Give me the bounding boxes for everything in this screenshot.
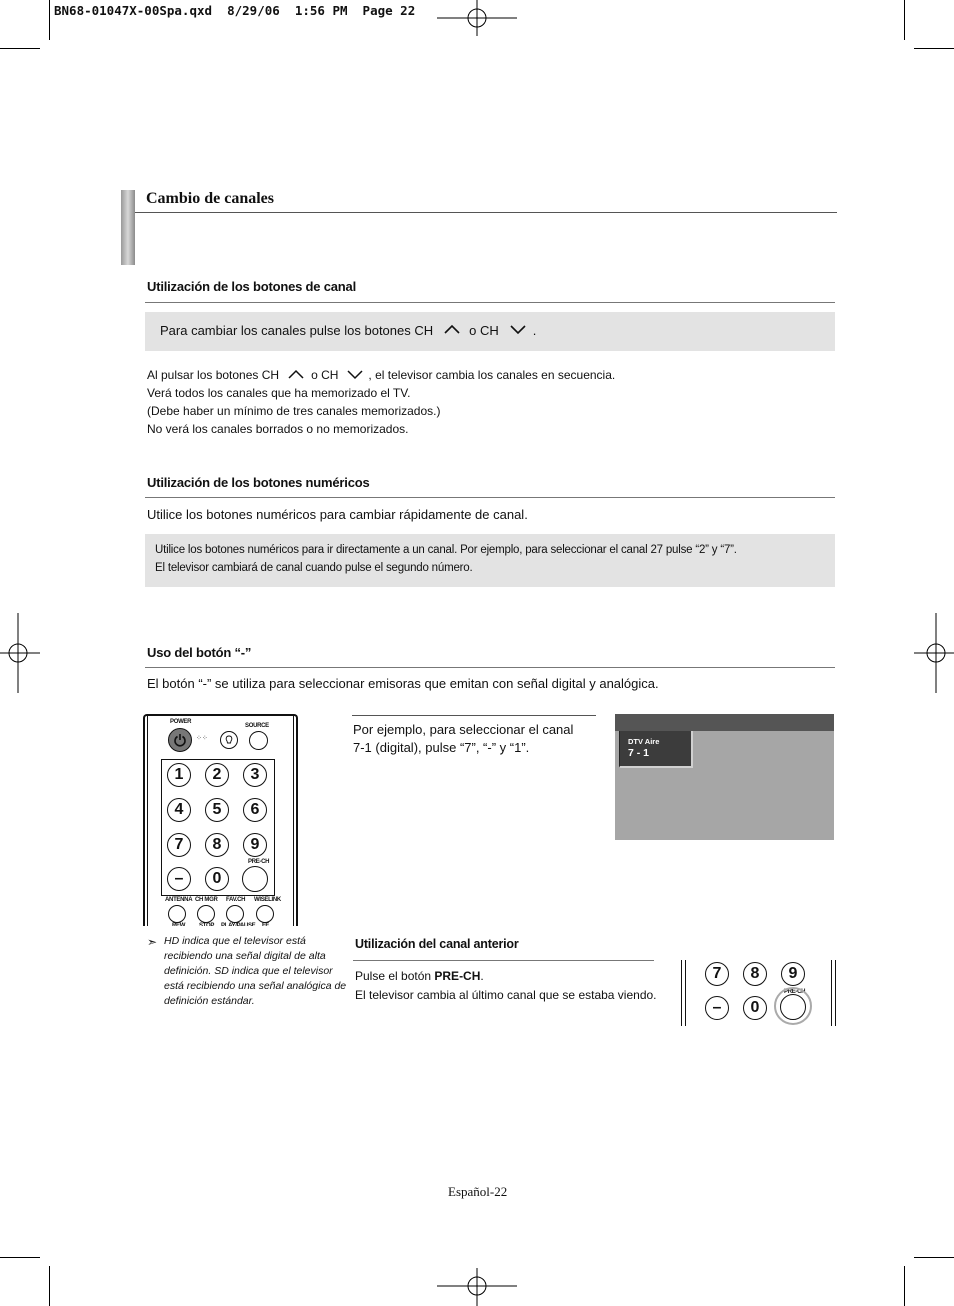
instruction-text-b: o CH <box>469 322 499 338</box>
key-8[interactable]: 8 <box>205 833 229 857</box>
key-6[interactable]: 6 <box>243 798 267 822</box>
title-rule <box>135 212 837 213</box>
section1-instruction <box>160 322 536 338</box>
section4-text <box>355 967 657 1005</box>
prech-keypad-illustration <box>681 960 836 1026</box>
dash-key[interactable]: – <box>705 996 729 1020</box>
ch-mgr-label: CH MGR <box>195 897 218 903</box>
key-9[interactable]: 9 <box>781 962 805 986</box>
instruction-text-a: Para cambiar los canales pulse los botones CH <box>160 322 434 338</box>
section1-details <box>147 366 615 438</box>
chevron-down-icon <box>505 322 531 336</box>
ch-mgr-button[interactable] <box>197 905 215 923</box>
osd-channel-box <box>619 731 693 768</box>
registration-mark-bottom <box>437 1268 517 1306</box>
key-7[interactable]: 7 <box>167 833 191 857</box>
detail-line-3: (Debe haber un mínimo de tres canales memorizados.) <box>147 404 441 418</box>
detail-line-1: Al pulsar los botones CH o CH , el televisor cambia los canales en secuencia. <box>147 368 616 382</box>
key-5[interactable]: 5 <box>205 798 229 822</box>
note-line-2: El televisor cambiará de canal cuando pulse el segundo número. <box>155 562 473 574</box>
dot-grid-icon: ⁘⁘ <box>196 735 208 742</box>
side-note-text: HD indica que el televisor está recibiendo una señal digital de alta definición. SD indica que el televisor está recibiendo una señal analógica de definición estándar. <box>164 935 347 1007</box>
prech-label-2: PRE-CH <box>784 989 806 995</box>
chevron-up-icon <box>439 322 465 336</box>
section2-note-text <box>155 541 737 577</box>
rew-label: REW <box>172 923 186 926</box>
example-rule <box>352 715 596 716</box>
registration-mark-left <box>0 613 40 693</box>
power-icon <box>168 728 192 752</box>
instruction-text-c: . <box>532 322 537 338</box>
title-side-bar <box>121 190 135 265</box>
section4-line-2: El televisor cambia al último canal que se estaba viendo. <box>355 988 657 1002</box>
key-9[interactable]: 9 <box>243 833 267 857</box>
chevron-up-icon <box>284 368 308 381</box>
play-pause-label: PLAY/PAUSE <box>221 923 256 926</box>
section1-rule <box>145 302 835 303</box>
note-arrow-icon: ➣ <box>147 935 158 949</box>
section4-line-1: Pulse el botón PRE-CH. <box>355 969 484 983</box>
detail-line-2: Verá todos los canales que ha memorizado el TV. <box>147 386 411 400</box>
antenna-label: ANTENNA <box>165 897 193 903</box>
page-number: Español-22 <box>448 1184 508 1199</box>
key-4[interactable]: 4 <box>167 798 191 822</box>
example-line-1: Por ejemplo, para seleccionar el canal <box>353 722 574 737</box>
fav-ch-button[interactable] <box>226 905 244 923</box>
key-0[interactable]: 0 <box>205 867 229 891</box>
osd-channel-number: 7 - 1 <box>628 747 650 759</box>
prech-button[interactable] <box>242 866 268 892</box>
source-label: SOURCE <box>245 723 269 729</box>
key-7[interactable]: 7 <box>705 962 729 986</box>
section3-heading: Uso del botón “-” <box>147 645 252 660</box>
key-1[interactable]: 1 <box>167 763 191 787</box>
stop-label: STOP <box>199 923 215 926</box>
wiselink-label: WISELINK <box>254 897 281 903</box>
registration-mark-top <box>437 0 517 36</box>
source-button[interactable] <box>249 731 268 750</box>
section3-intro: El botón “-” se utiliza para seleccionar emisoras que emitan con señal digital y analógica. <box>147 676 659 691</box>
ff-label: FF <box>262 923 269 926</box>
power-label: POWER <box>170 719 192 725</box>
page-title: Cambio de canales <box>146 190 274 207</box>
prech-label: PRE-CH <box>248 859 270 865</box>
tv-screen-osd <box>615 714 834 840</box>
section2-heading: Utilización de los botones numéricos <box>147 475 370 490</box>
key-3[interactable]: 3 <box>243 763 267 787</box>
light-bulb-icon <box>220 731 238 749</box>
section3-rule <box>145 667 835 668</box>
file-info-header: BN68-01047X-00Spa.qxd 8/29/06 1:56 PM Page 22 <box>54 3 416 18</box>
antenna-button[interactable] <box>168 905 186 923</box>
chevron-down-icon <box>343 368 367 381</box>
detail-line-4: No verá los canales borrados o no memorizados. <box>147 422 409 436</box>
registration-mark-right <box>914 613 954 693</box>
key-2[interactable]: 2 <box>205 763 229 787</box>
section2-rule <box>145 497 835 498</box>
remote-control-illustration <box>143 714 298 926</box>
key-0[interactable]: 0 <box>743 996 767 1020</box>
osd-top-bar <box>615 714 834 731</box>
section4-rule <box>353 960 654 961</box>
section2-intro: Utilice los botones numéricos para cambiar rápidamente de canal. <box>147 507 528 522</box>
osd-source-label: DTV Aire <box>628 737 660 746</box>
example-text <box>353 721 573 757</box>
wiselink-button[interactable] <box>256 905 274 923</box>
section1-heading: Utilización de los botones de canal <box>147 279 356 294</box>
prech-highlight-ring <box>774 987 812 1025</box>
key-8[interactable]: 8 <box>743 962 767 986</box>
example-line-2: 7-1 (digital), pulse “7”, “-” y “1”. <box>353 740 530 755</box>
fav-ch-label: FAV.CH <box>226 897 246 903</box>
section4-heading: Utilización del canal anterior <box>355 937 519 951</box>
dash-key[interactable]: – <box>167 867 191 891</box>
note-line-1: Utilice los botones numéricos para ir directamente a un canal. Por ejemplo, para seleccionar el canal 27 pulse “2” y “7”. <box>155 544 737 556</box>
